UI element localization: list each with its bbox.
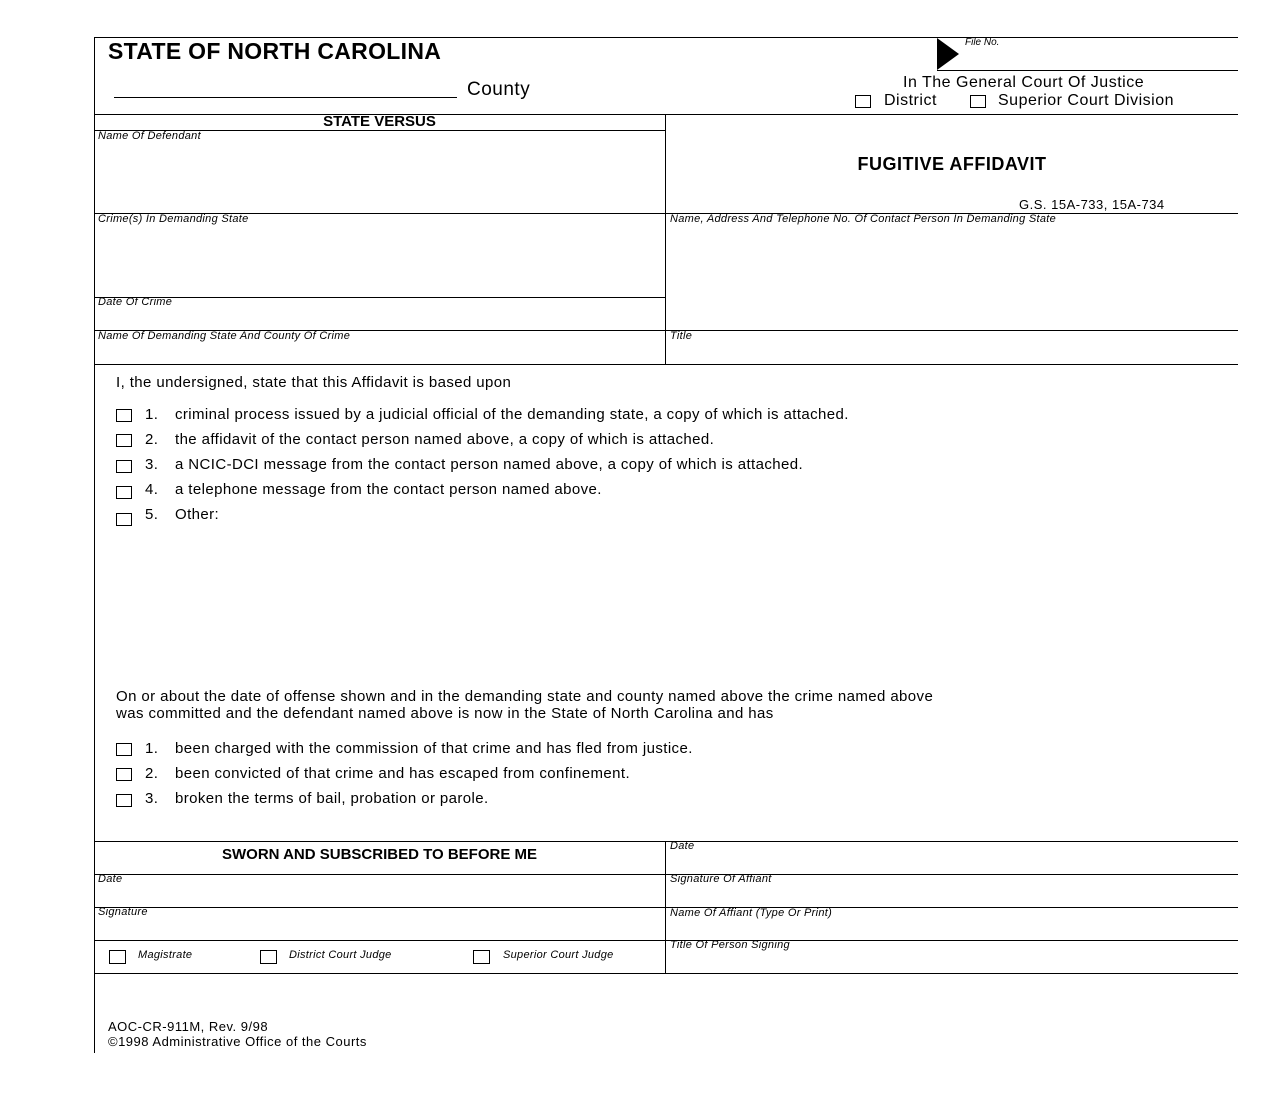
sworn-heading: SWORN AND SUBSCRIBED TO BEFORE ME bbox=[221, 846, 537, 863]
superior-court-label: Superior Court Division bbox=[998, 92, 1175, 109]
affiant-name-label: Name Of Affiant (Type Or Print) bbox=[670, 907, 833, 919]
statement-line-1: On or about the date of offense shown and in the demanding state and county named above the crime named above bbox=[116, 688, 934, 705]
district-label: District bbox=[884, 92, 937, 109]
basis-checkbox-4[interactable] bbox=[116, 486, 132, 499]
defendant-name-field[interactable] bbox=[95, 145, 664, 212]
state-versus-heading: STATE VERSUS bbox=[323, 113, 436, 130]
court-title: In The General Court Of Justice bbox=[903, 74, 1145, 91]
district-judge-checkbox[interactable] bbox=[260, 950, 277, 964]
magistrate-label: Magistrate bbox=[138, 949, 193, 961]
county-label: County bbox=[467, 79, 531, 100]
state-title: STATE OF NORTH CAROLINA bbox=[108, 38, 442, 64]
condition-option-2: been convicted of that crime and has escaped from confinement. bbox=[175, 765, 631, 782]
condition-option-1: been charged with the commission of that crime and has fled from justice. bbox=[175, 740, 693, 757]
affiant-signature-label: Signature Of Affiant bbox=[670, 873, 772, 885]
basis-checkbox-5[interactable] bbox=[116, 513, 132, 526]
basis-option-5-other: Other: bbox=[175, 506, 220, 523]
caption-divider bbox=[665, 114, 666, 364]
statement-line-2: was committed and the defendant named above is now in the State of North Carolina and has bbox=[116, 705, 774, 722]
crimes-field[interactable] bbox=[95, 228, 664, 296]
basis-option-1: criminal process issued by a judicial official of the demanding state, a copy of which is attached. bbox=[175, 406, 849, 423]
basis-option-4: a telephone message from the contact person named above. bbox=[175, 481, 602, 498]
demanding-state-label: Name Of Demanding State And County Of Crime bbox=[98, 330, 351, 342]
form-title: FUGITIVE AFFIDAVIT bbox=[857, 154, 1047, 174]
form-number: AOC-CR-911M, Rev. 9/98 bbox=[108, 1019, 269, 1034]
crimes-label: Crime(s) In Demanding State bbox=[98, 213, 249, 225]
file-number-label: File No. bbox=[965, 37, 1000, 48]
date-of-crime-field[interactable] bbox=[95, 311, 664, 330]
file-number-arrow-icon bbox=[937, 38, 959, 70]
contact-person-field[interactable] bbox=[667, 228, 1237, 330]
basis-checkbox-2[interactable] bbox=[116, 434, 132, 447]
district-judge-label: District Court Judge bbox=[289, 949, 392, 961]
contact-title-field[interactable] bbox=[667, 345, 1237, 364]
affiant-name-field[interactable] bbox=[667, 922, 1237, 940]
defendant-name-label: Name Of Defendant bbox=[98, 130, 201, 142]
affidavit-intro: I, the undersigned, state that this Affidavit is based upon bbox=[116, 374, 512, 391]
condition-checkbox-2[interactable] bbox=[116, 768, 132, 781]
demanding-state-field[interactable] bbox=[95, 345, 664, 364]
officer-date-label: Date bbox=[98, 873, 123, 885]
basis-checkbox-1[interactable] bbox=[116, 409, 132, 422]
contact-title-label: Title bbox=[670, 330, 693, 342]
officer-signature-field[interactable] bbox=[95, 921, 664, 939]
county-line bbox=[114, 97, 457, 98]
contact-person-label: Name, Address And Telephone No. Of Contact Person In Demanding State bbox=[670, 213, 1057, 225]
condition-checkbox-3[interactable] bbox=[116, 794, 132, 807]
person-title-label: Title Of Person Signing bbox=[670, 939, 790, 951]
affiant-signature-field[interactable] bbox=[667, 888, 1237, 906]
district-checkbox[interactable] bbox=[855, 95, 871, 108]
other-explanation-field[interactable] bbox=[240, 506, 1230, 676]
file-number-line bbox=[937, 70, 1238, 71]
statute-reference: G.S. 15A-733, 15A-734 bbox=[1019, 197, 1165, 212]
magistrate-checkbox[interactable] bbox=[109, 950, 126, 964]
condition-option-3: broken the terms of bail, probation or parole. bbox=[175, 790, 489, 807]
officer-date-field[interactable] bbox=[95, 888, 664, 906]
basis-option-2: the affidavit of the contact person named above, a copy of which is attached. bbox=[175, 431, 715, 448]
condition-checkbox-1[interactable] bbox=[116, 743, 132, 756]
basis-checkbox-3[interactable] bbox=[116, 460, 132, 473]
superior-court-checkbox[interactable] bbox=[970, 95, 986, 108]
superior-judge-checkbox[interactable] bbox=[473, 950, 490, 964]
person-title-field[interactable] bbox=[667, 954, 1237, 973]
affiant-date-label: Date bbox=[670, 840, 695, 852]
officer-signature-label: Signature bbox=[98, 906, 148, 918]
affiant-date-field[interactable] bbox=[667, 855, 1237, 874]
basis-option-3: a NCIC-DCI message from the contact person named above, a copy of which is attached. bbox=[175, 456, 804, 473]
superior-judge-label: Superior Court Judge bbox=[503, 949, 614, 961]
copyright: ©1998 Administrative Office of the Courts bbox=[108, 1034, 367, 1049]
date-of-crime-label: Date Of Crime bbox=[98, 296, 173, 308]
